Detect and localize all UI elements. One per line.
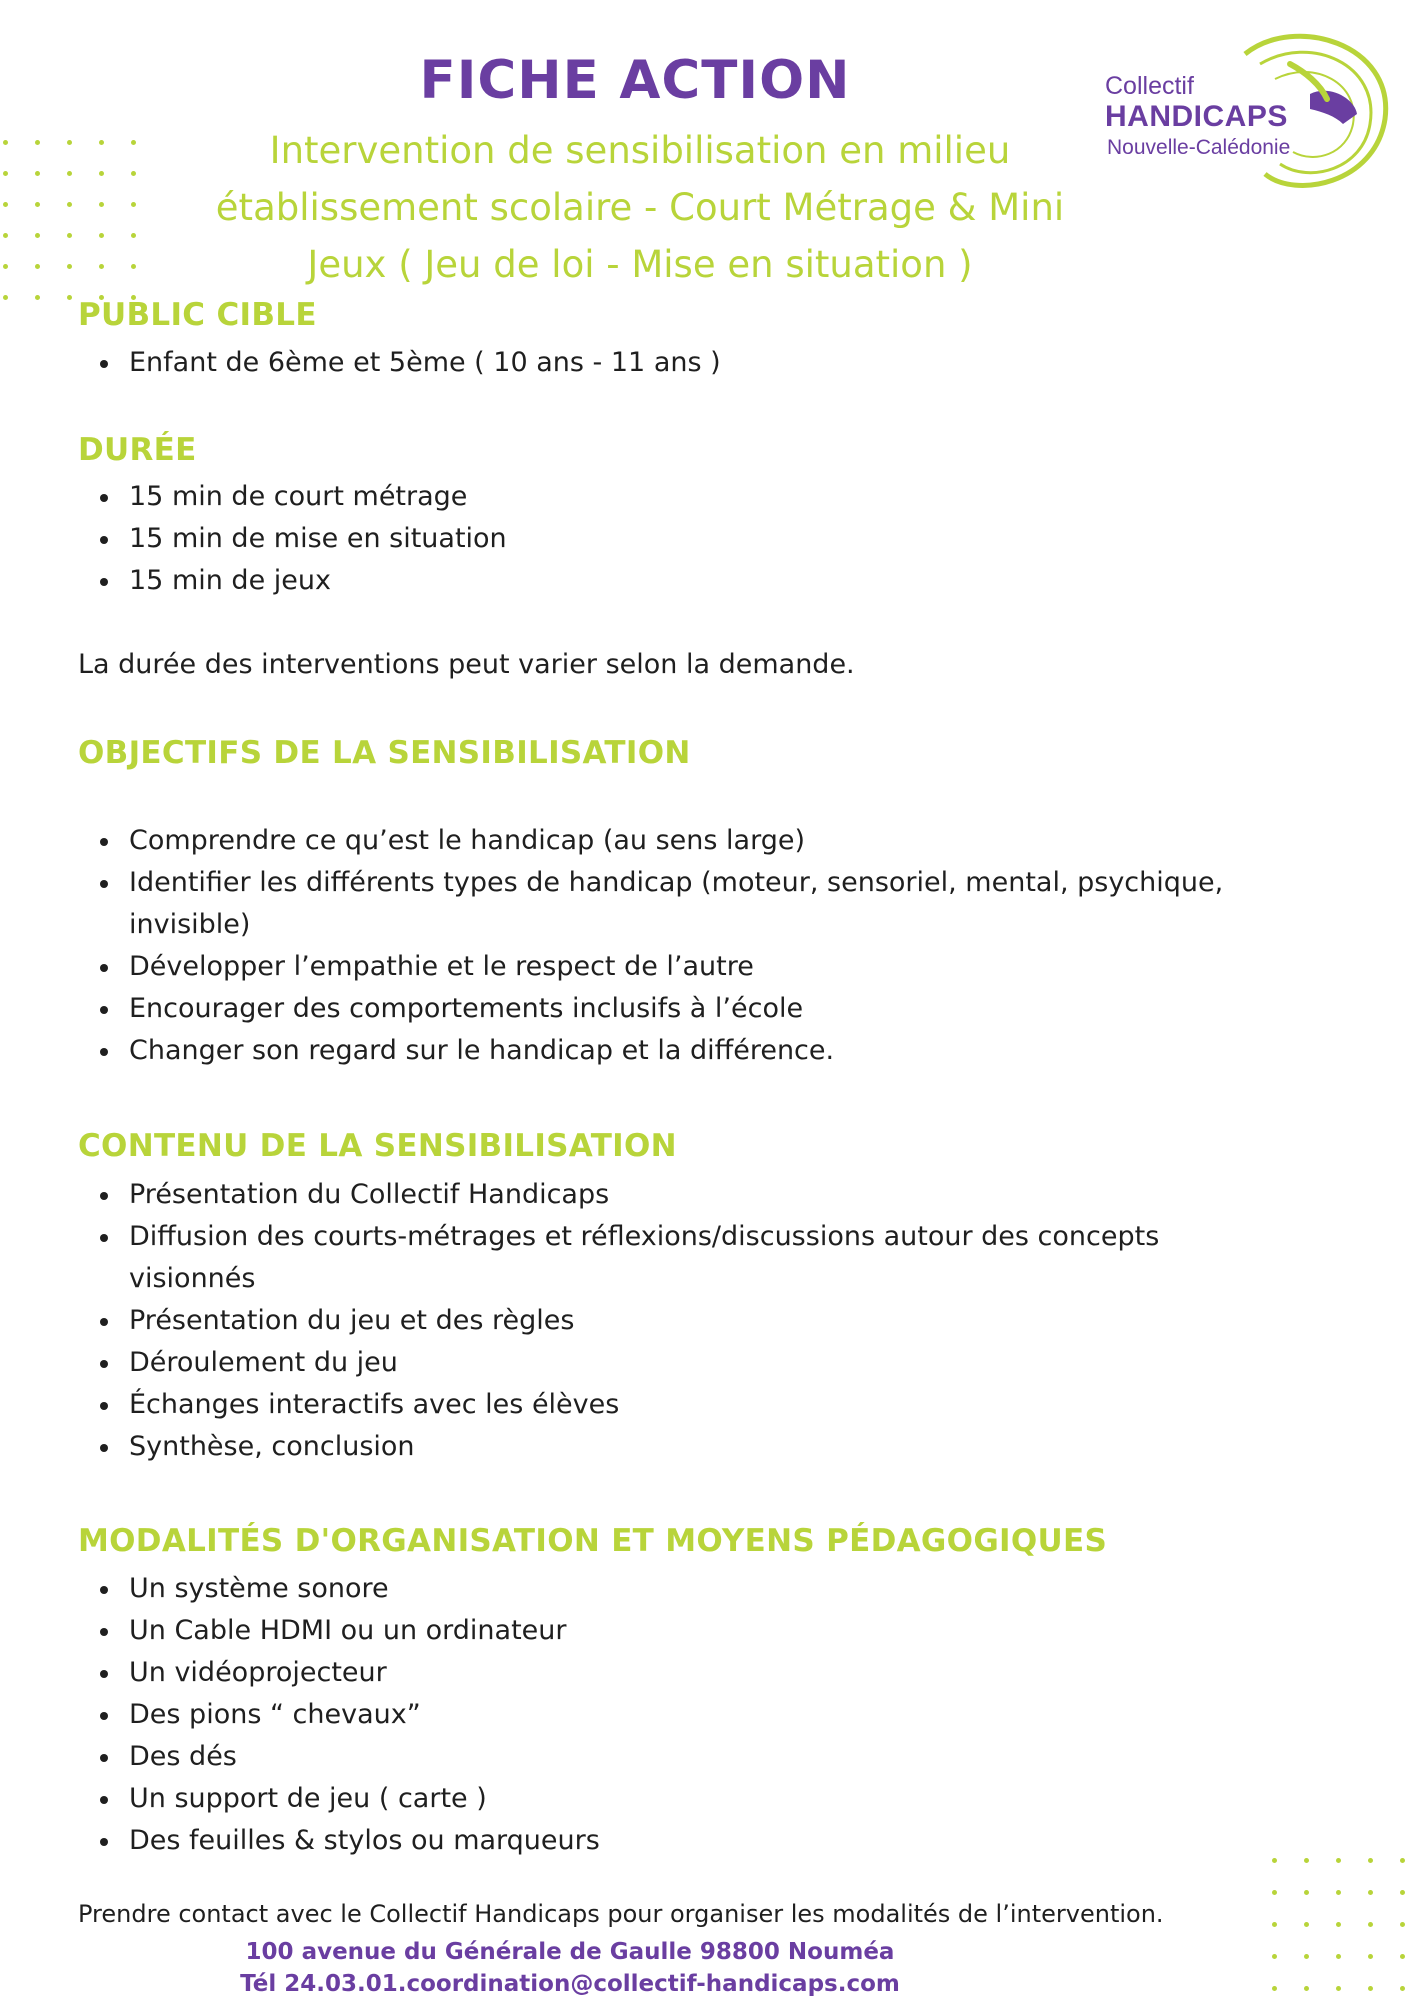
decorative-dots-top-left	[3, 140, 163, 300]
list-item: 15 min de court métrage	[78, 476, 1228, 518]
modalites-list	[78, 1568, 1228, 1862]
list-item: Enfant de 6ème et 5ème ( 10 ans - 11 ans )	[78, 342, 1228, 384]
logo-line-collectif: Collectif	[1105, 72, 1194, 100]
list-item: Changer son regard sur le handicap et la différence.	[78, 1030, 1228, 1072]
decorative-dots-bottom-right	[1272, 1858, 1414, 1991]
section-heading-public: PUBLIC CIBLE	[78, 297, 317, 333]
list-item: Synthèse, conclusion	[78, 1426, 1228, 1468]
page-title: FICHE ACTION	[419, 50, 851, 111]
list-item: Comprendre ce qu’est le handicap (au sens large)	[78, 820, 1228, 862]
list-item: Développer l’empathie et le respect de l’autre	[78, 946, 1228, 988]
section-heading-objectifs: OBJECTIFS DE LA SENSIBILISATION	[78, 735, 691, 771]
list-item: Diffusion des courts-métrages et réflexions/discussions autour des concepts visionnés	[78, 1216, 1228, 1300]
list-item: Identifier les différents types de handicap (moteur, sensoriel, mental, psychique, invisible)	[78, 862, 1228, 946]
section-heading-contenu: CONTENU DE LA SENSIBILISATION	[78, 1128, 677, 1164]
section-heading-modalites: MODALITÉS D'ORGANISATION ET MOYENS PÉDAGOGIQUES	[78, 1523, 1108, 1559]
list-item: Présentation du jeu et des règles	[78, 1300, 1228, 1342]
subtitle-line: Jeux ( Jeu de loi - Mise en situation )	[307, 243, 973, 286]
logo-line-handicaps: HANDICAPS	[1105, 100, 1288, 133]
list-item: Des dés	[78, 1736, 1228, 1778]
list-item: Des pions “ chevaux”	[78, 1694, 1228, 1736]
list-item: Un système sonore	[78, 1568, 1228, 1610]
list-item: Présentation du Collectif Handicaps	[78, 1174, 1228, 1216]
list-item: 15 min de jeux	[78, 560, 1228, 602]
list-item: 15 min de mise en situation	[78, 518, 1228, 560]
duree-note: La durée des interventions peut varier selon la demande.	[78, 649, 855, 680]
subtitle-line: Intervention de sensibilisation en milieu	[269, 129, 1011, 172]
list-item: Un Cable HDMI ou un ordinateur	[78, 1610, 1228, 1652]
list-item: Encourager des comportements inclusifs à l’école	[78, 988, 1228, 1030]
section-heading-duree: DURÉE	[78, 432, 197, 468]
footer-address: 100 avenue du Générale de Gaulle 98800 Nouméa	[245, 1939, 895, 1965]
list-item: Échanges interactifs avec les élèves	[78, 1384, 1228, 1426]
list-item: Un vidéoprojecteur	[78, 1652, 1228, 1694]
public-list	[78, 342, 1228, 384]
page-subtitle	[150, 122, 1130, 293]
logo-line-region: Nouvelle-Calédonie	[1107, 136, 1291, 159]
footer-contact-text: Prendre contact avec le Collectif Handicaps pour organiser les modalités de l’intervention.	[78, 1900, 1164, 1928]
objectifs-list	[78, 820, 1228, 1072]
list-item: Déroulement du jeu	[78, 1342, 1228, 1384]
list-item: Des feuilles & stylos ou marqueurs	[78, 1820, 1228, 1862]
contenu-list	[78, 1174, 1228, 1468]
list-item: Un support de jeu ( carte )	[78, 1778, 1228, 1820]
duree-list	[78, 476, 1228, 602]
footer-phone-email: Tél 24.03.01.coordination@collectif-handicaps.com	[240, 1971, 900, 1997]
subtitle-line: établissement scolaire - Court Métrage & Mini	[215, 186, 1065, 229]
